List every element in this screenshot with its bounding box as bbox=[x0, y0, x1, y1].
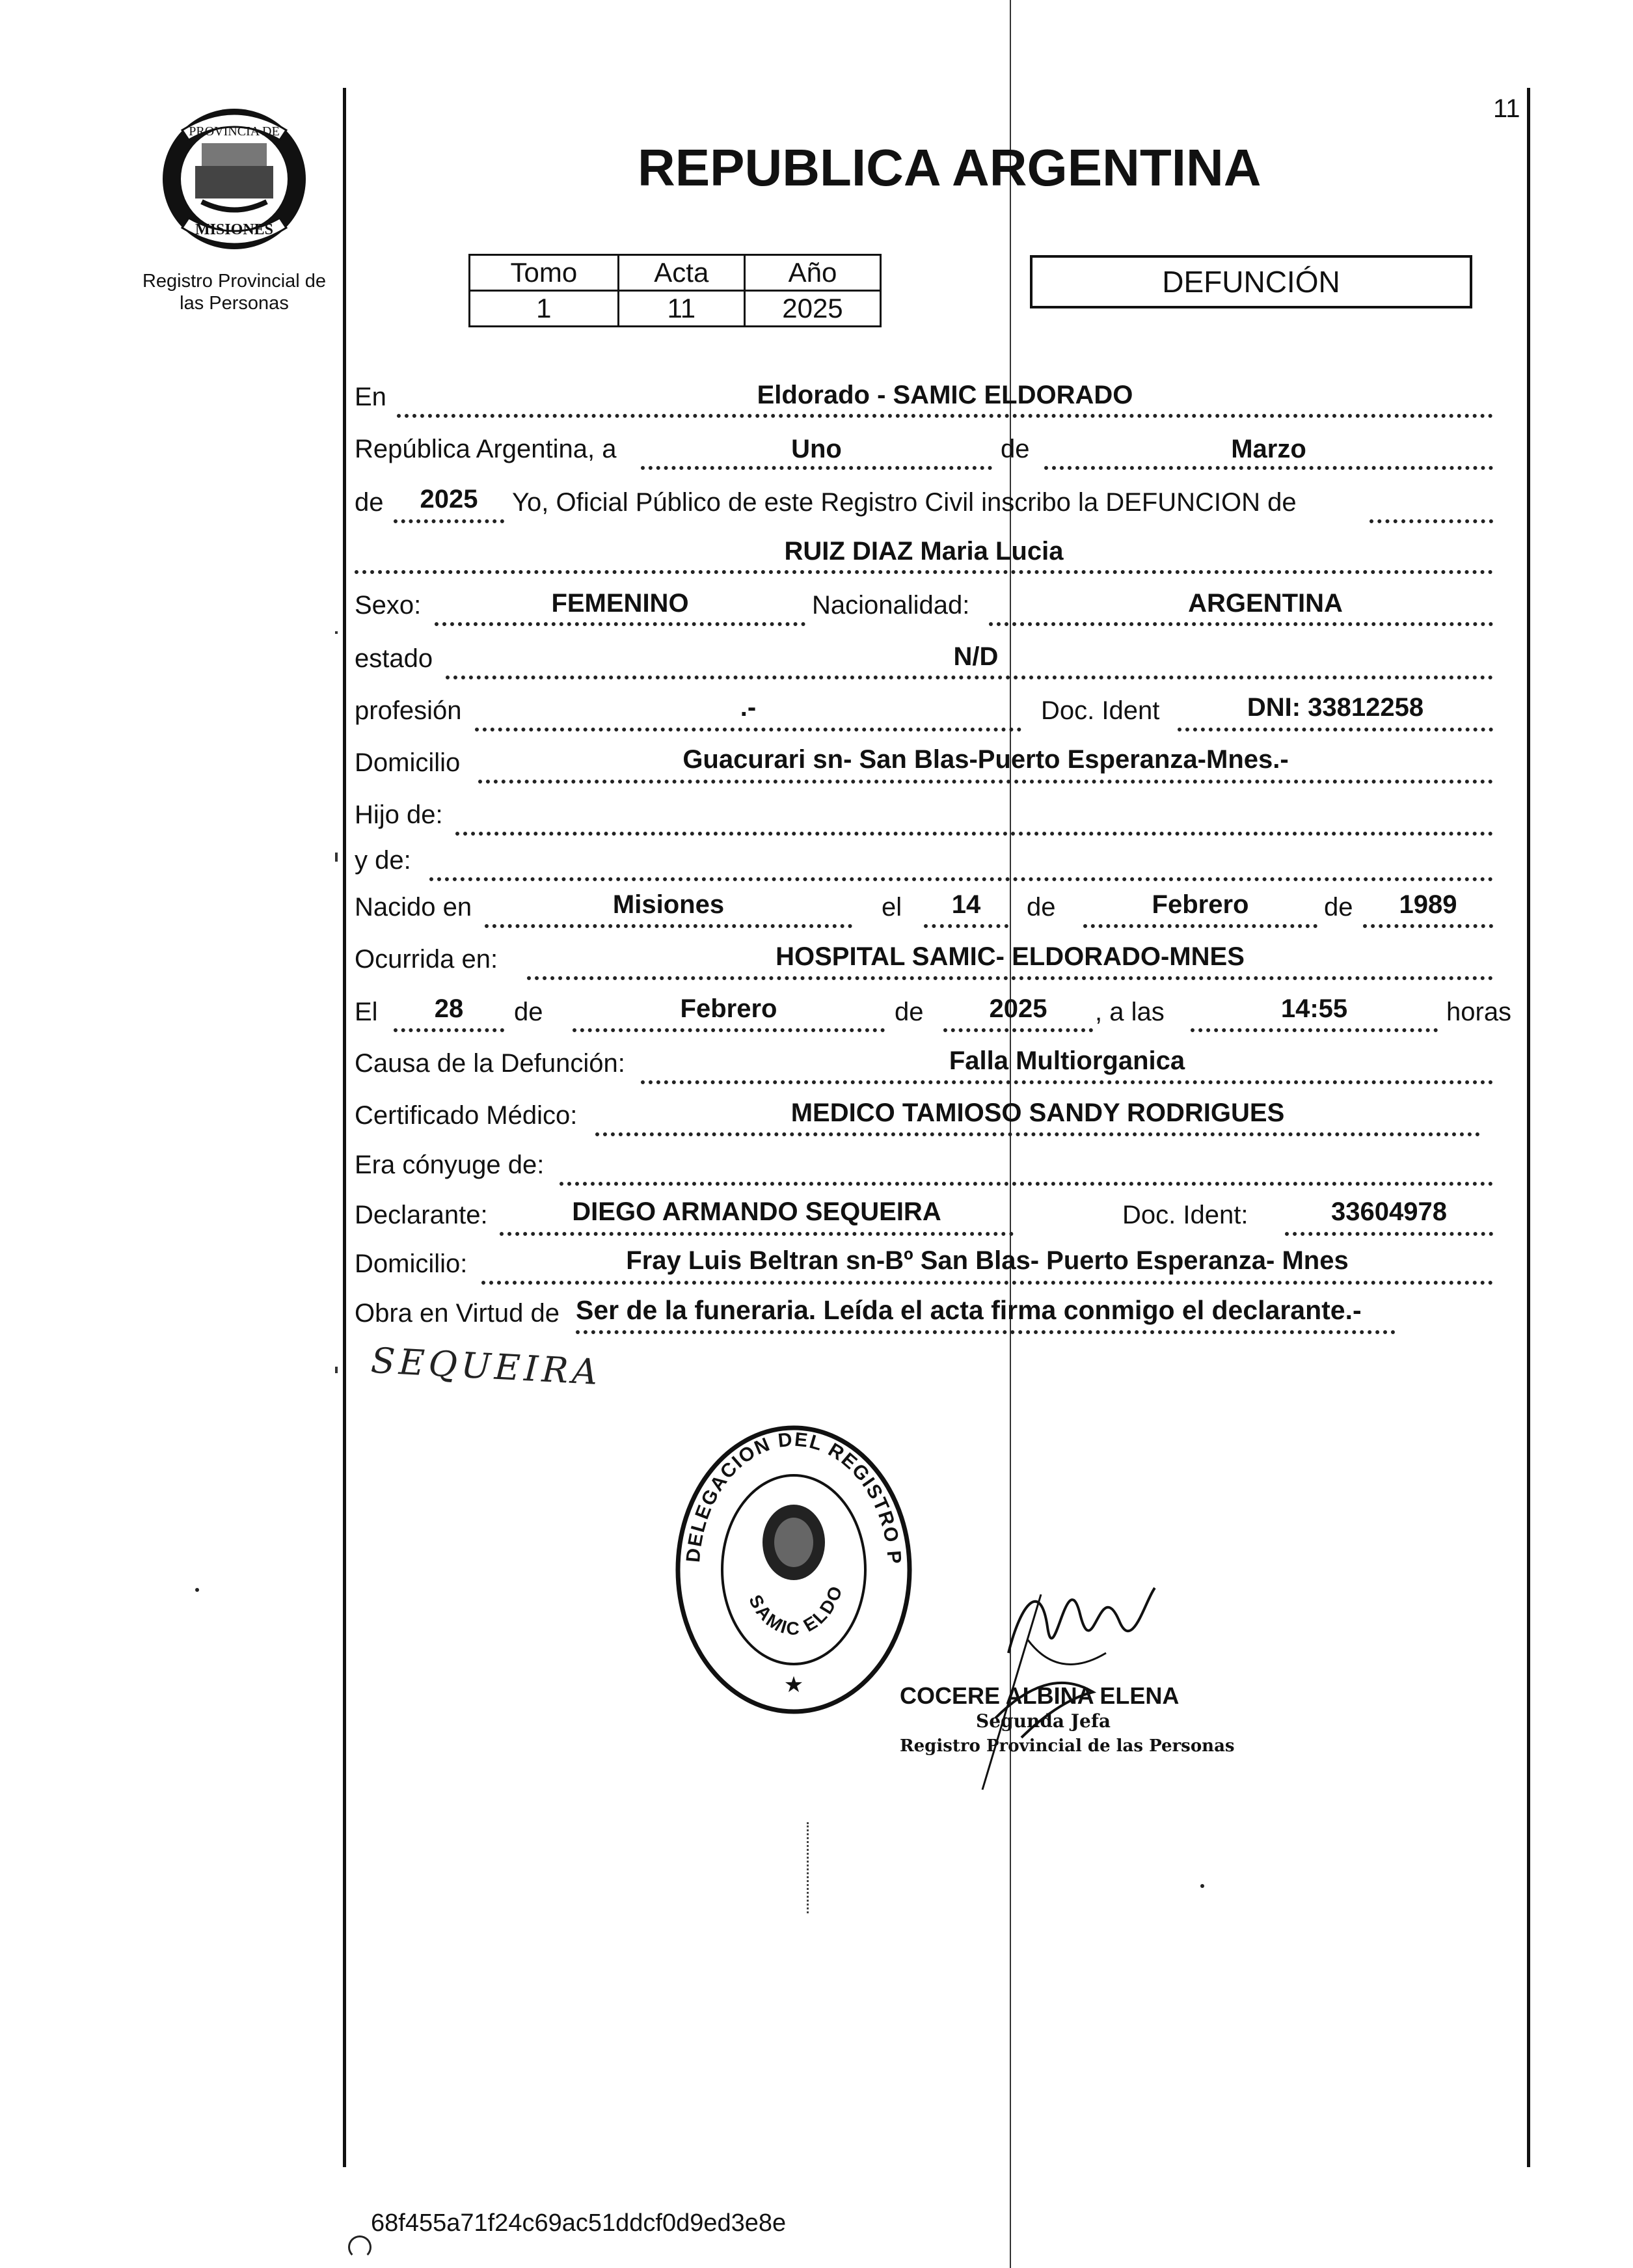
value-nac-dia: 14 bbox=[951, 890, 981, 919]
record-header-anio: Año bbox=[744, 255, 880, 291]
label-de-2: de bbox=[1324, 893, 1353, 922]
label-profesion: profesión bbox=[355, 696, 462, 725]
dots-nac-anio bbox=[1363, 924, 1493, 928]
label-de-1: de bbox=[1027, 893, 1056, 922]
label-doc-ident: Doc. Ident bbox=[1041, 696, 1160, 725]
label-nacido-en: Nacido en bbox=[355, 893, 472, 922]
dots-yo-end bbox=[1370, 519, 1493, 523]
dots-documento bbox=[1178, 728, 1493, 731]
dots-nacido-en bbox=[485, 924, 852, 928]
dots-def-dia bbox=[394, 1028, 504, 1032]
value-def-anio: 2025 bbox=[989, 994, 1047, 1023]
registry-name: Registro Provincial de las Personas bbox=[142, 271, 327, 314]
label-causa: Causa de la Defunción: bbox=[355, 1049, 625, 1078]
label-conyuge: Era cónyuge de: bbox=[355, 1151, 545, 1179]
dots-declarante-domicilio bbox=[481, 1281, 1493, 1285]
label-hijo-de: Hijo de: bbox=[355, 800, 443, 829]
dots-def-hora bbox=[1191, 1028, 1438, 1032]
value-profesion: .- bbox=[740, 693, 757, 722]
dots-declarante bbox=[500, 1232, 1014, 1236]
record-header-acta: Acta bbox=[618, 255, 744, 291]
value-obra: Ser de la funeraria. Leída el acta firma conmigo el declarante.- bbox=[576, 1295, 1362, 1325]
dots-anio bbox=[394, 519, 504, 523]
dots-def-anio bbox=[943, 1028, 1093, 1032]
left-margin-line bbox=[343, 88, 346, 2167]
provincial-seal bbox=[156, 104, 312, 254]
scan-dot bbox=[195, 1588, 199, 1592]
label-obra-en-virtud: Obra en Virtud de bbox=[355, 1299, 560, 1328]
declarant-signature: SEQUEIRA bbox=[370, 1339, 603, 1393]
scan-dot bbox=[1200, 1884, 1204, 1888]
record-value-anio: 2025 bbox=[744, 291, 880, 327]
record-value-tomo: 1 bbox=[470, 291, 619, 327]
value-certificado: MEDICO TAMIOSO SANDY RODRIGUES bbox=[790, 1099, 1285, 1127]
value-domicilio: Guacurari sn- San Blas-Puerto Esperanza-Mnes.- bbox=[682, 745, 1289, 774]
svg-text:SAMIC ELDORADO: SAMIC ELDO bbox=[745, 1581, 847, 1639]
country-title: REPUBLICA ARGENTINA bbox=[638, 139, 1262, 197]
record-table bbox=[468, 254, 882, 327]
label-republica: República Argentina, a bbox=[355, 435, 617, 463]
scan-dot bbox=[335, 631, 338, 634]
label-sexo: Sexo: bbox=[355, 591, 422, 620]
dots-estado bbox=[446, 676, 1493, 679]
value-causa: Falla Multiorganica bbox=[949, 1046, 1185, 1075]
value-anio: 2025 bbox=[420, 485, 478, 513]
dots-lugar bbox=[397, 414, 1493, 418]
document-type: DEFUNCIÓN bbox=[1162, 265, 1340, 299]
label-ocurrida-en: Ocurrida en: bbox=[355, 945, 498, 974]
dots-domicilio bbox=[478, 780, 1493, 784]
dots-y-de bbox=[429, 877, 1493, 881]
label-a-las: , a las bbox=[1095, 998, 1165, 1026]
svg-text:DELEGACION DEL REGISTRO PROVIN: DELEGACION DEL REGISTRO P bbox=[682, 1428, 906, 1566]
page-number: 11 bbox=[1493, 94, 1520, 123]
official-title: Segunda Jefa bbox=[976, 1710, 1111, 1732]
label-el: el bbox=[882, 893, 902, 922]
official-stamp bbox=[673, 1425, 914, 1715]
svg-text:MISIONES: MISIONES bbox=[195, 221, 274, 238]
label-nacionalidad: Nacionalidad: bbox=[812, 591, 970, 620]
dots-causa bbox=[641, 1080, 1493, 1084]
svg-text:PROVINCIA DE: PROVINCIA DE bbox=[189, 124, 280, 139]
value-nacido-en: Misiones bbox=[612, 890, 725, 919]
value-nacionalidad: ARGENTINA bbox=[1188, 589, 1343, 618]
label-y-de: y de: bbox=[355, 846, 411, 875]
value-nombre: RUIZ DIAZ Maria Lucia bbox=[784, 537, 1064, 566]
dots-sexo bbox=[435, 622, 805, 626]
official-name: COCERE ALBINA ELENA bbox=[900, 1682, 1180, 1709]
label-el-upper: El bbox=[355, 998, 378, 1026]
dots-dia bbox=[641, 466, 992, 470]
svg-text:★: ★ bbox=[783, 1673, 804, 1697]
scan-dot bbox=[807, 1822, 811, 1913]
value-def-dia: 28 bbox=[434, 994, 464, 1023]
value-mes: Marzo bbox=[1231, 435, 1306, 463]
value-documento: DNI: 33812258 bbox=[1247, 693, 1424, 722]
dots-hijo-de bbox=[455, 832, 1493, 836]
dots-obra bbox=[576, 1330, 1396, 1334]
label-de-4: de bbox=[895, 998, 924, 1026]
value-estado: N/D bbox=[953, 642, 999, 671]
value-declarante-doc: 33604978 bbox=[1331, 1197, 1447, 1226]
document-type-box bbox=[1030, 255, 1472, 308]
record-header-tomo: Tomo bbox=[470, 255, 619, 291]
label-en: En bbox=[355, 383, 386, 411]
dots-nombre bbox=[355, 570, 1493, 574]
right-margin-line bbox=[1527, 88, 1530, 2167]
dots-nac-dia bbox=[924, 924, 1008, 928]
value-nac-anio: 1989 bbox=[1399, 890, 1457, 919]
label-de-month: de bbox=[1001, 435, 1030, 463]
label-de-year: de bbox=[355, 488, 384, 517]
dots-conyuge bbox=[560, 1182, 1493, 1186]
value-sexo: FEMENINO bbox=[551, 589, 689, 618]
value-nac-mes: Febrero bbox=[1152, 890, 1249, 919]
dots-mes bbox=[1044, 466, 1493, 470]
value-declarante: DIEGO ARMANDO SEQUEIRA bbox=[572, 1197, 941, 1226]
official-registry: Registro Provincial de las Personas bbox=[900, 1736, 1235, 1756]
value-lugar: Eldorado - SAMIC ELDORADO bbox=[757, 381, 1133, 409]
dots-ocurrida-en bbox=[527, 976, 1493, 980]
label-doc-ident-2: Doc. Ident: bbox=[1122, 1201, 1248, 1229]
dots-nacionalidad bbox=[989, 622, 1493, 626]
value-dia: Uno bbox=[791, 435, 842, 463]
label-de-3: de bbox=[514, 998, 543, 1026]
label-domicilio-2: Domicilio: bbox=[355, 1250, 468, 1278]
dots-declarante-doc bbox=[1285, 1232, 1493, 1236]
dots-def-mes bbox=[573, 1028, 885, 1032]
scan-dot bbox=[335, 1367, 338, 1373]
label-horas: horas bbox=[1446, 998, 1512, 1026]
label-yo-text: Yo, Oficial Público de este Registro Civil inscribo la DEFUNCION de bbox=[512, 488, 1297, 517]
label-certificado: Certificado Médico: bbox=[355, 1101, 578, 1130]
dots-nac-mes bbox=[1083, 924, 1317, 928]
value-ocurrida-en: HOSPITAL SAMIC- ELDORADO-MNES bbox=[776, 942, 1245, 971]
value-def-mes: Febrero bbox=[680, 994, 777, 1023]
label-declarante: Declarante: bbox=[355, 1201, 488, 1229]
dots-profesion bbox=[475, 728, 1021, 731]
document-hash: 68f455a71f24c69ac51ddcf0d9ed3e8e bbox=[371, 2209, 787, 2237]
label-domicilio: Domicilio bbox=[355, 748, 461, 777]
dots-certificado bbox=[595, 1132, 1480, 1136]
circle-mark-icon bbox=[348, 2235, 371, 2259]
scan-dot bbox=[335, 853, 338, 862]
value-declarante-domicilio: Fray Luis Beltran sn-Bº San Blas- Puerto Esperanza- Mnes bbox=[626, 1246, 1349, 1275]
label-estado: estado bbox=[355, 644, 433, 673]
value-def-hora: 14:55 bbox=[1280, 994, 1348, 1023]
record-value-acta: 11 bbox=[618, 291, 744, 327]
